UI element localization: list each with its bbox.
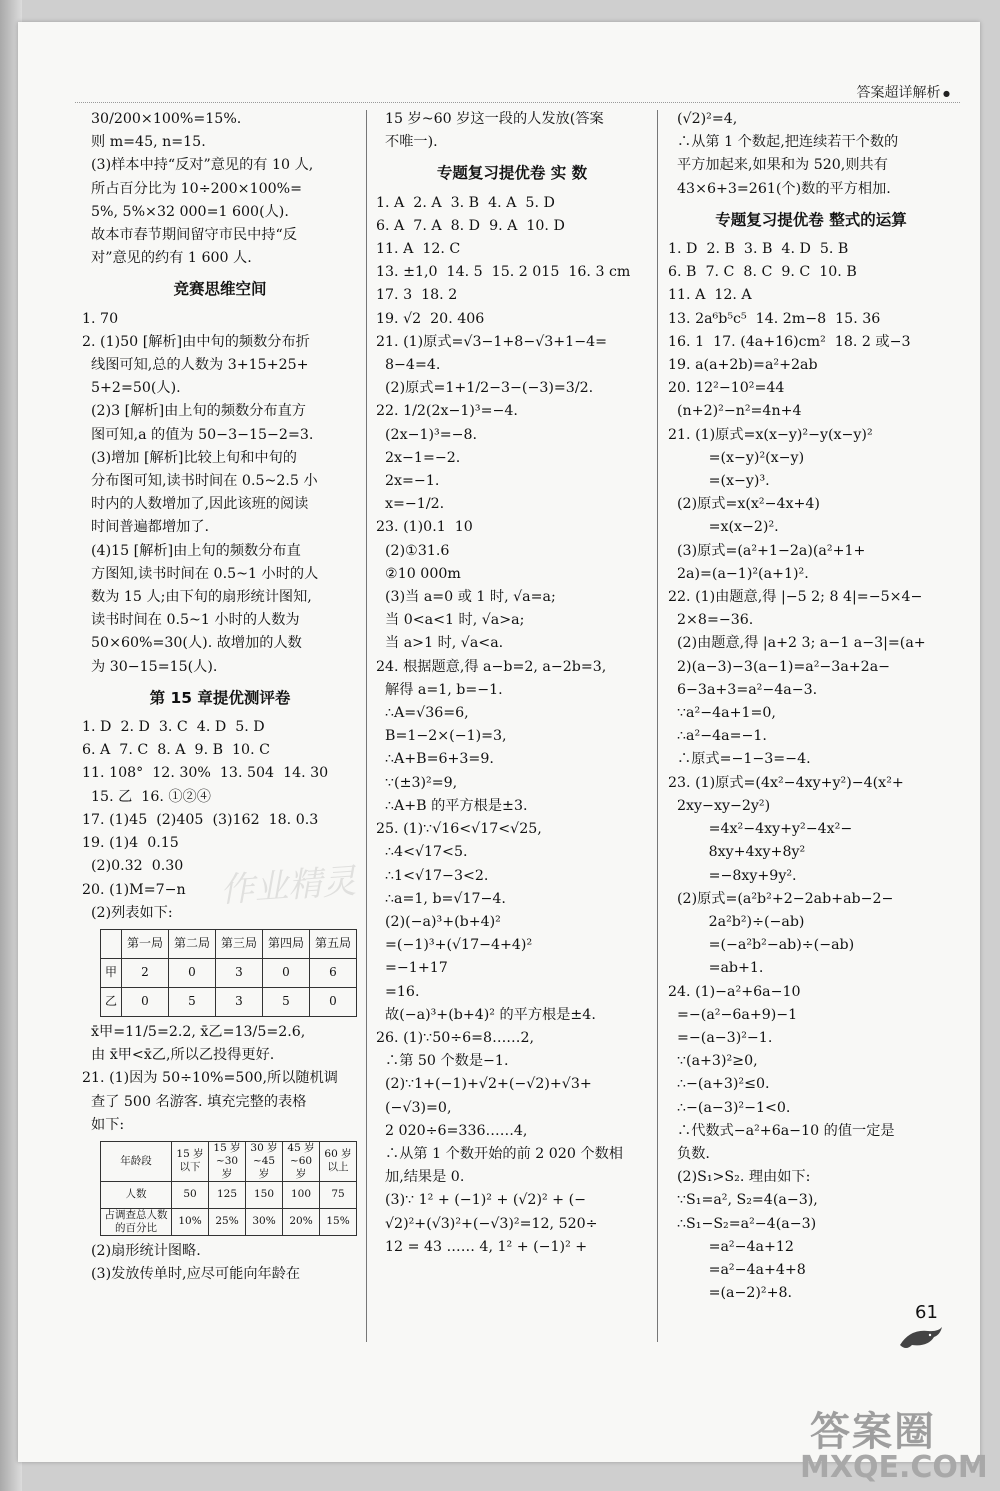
text-line: ∴从第 1 个数起,把连续若干个数的 <box>668 134 899 151</box>
text-line: 5%, 5%×32 000=1 600(人). <box>82 203 289 220</box>
table-cell: 乙 <box>101 987 122 1016</box>
text-line: ∴从第 1 个数开始的前 2 020 个数相 <box>376 1145 623 1162</box>
text-line: 时间普遍都增加了. <box>82 519 210 536</box>
text-line: 24. 根据题意,得 a−b=2, a−2b=3, <box>376 658 607 675</box>
text-line: 25. (1)∵√16<√17<√25, <box>376 821 542 838</box>
text-line: =4x²−4xy+y²−4x²− <box>668 821 853 838</box>
text-line: 6−3a+3=a²−4a−3. <box>668 681 818 698</box>
text-line: 时内的人数增加了,因此该班的阅读 <box>82 496 309 513</box>
column-middle-text <box>376 108 648 1259</box>
text-line: 21. (1)原式=x(x−y)²−y(x−y)² <box>668 426 873 443</box>
text-line: (3)增加 [解析]比较上旬和中旬的 <box>82 449 297 466</box>
text-line: 1. D 2. B 3. B 4. D 5. B <box>668 241 849 258</box>
text-line: 故(−a)³+(b+4)² 的平方根是±4. <box>376 1006 596 1023</box>
text-line: 数为 15 人;由下旬的扇形统计图知, <box>82 589 312 606</box>
text-line: (2)由题意,得 |a+2 3; a−1 a−3|=(a+ <box>668 635 926 652</box>
column-divider <box>366 110 367 1342</box>
text-line: 15. 乙 16. ①②④ <box>82 788 211 805</box>
text-line: ∴−(a+3)²≤0. <box>668 1076 770 1093</box>
text-line: (2)列表如下: <box>82 904 173 921</box>
text-line: 方图知,读书时间在 0.5~1 小时的人 <box>82 565 319 582</box>
text-line: 6. A 7. C 8. A 9. B 10. C <box>82 742 270 759</box>
table-cell: 2 <box>122 958 169 987</box>
text-line: ∴−(a−3)²−1<0. <box>668 1099 791 1116</box>
table-cell: 人数 <box>101 1181 172 1208</box>
text-line: ∴A+B=6+3=9. <box>376 751 494 768</box>
section-heading: 专题复习提优卷 整式的运算 <box>715 210 907 229</box>
text-line: 19. (1)4 0.15 <box>82 835 179 852</box>
text-line: 5+2=50(人). <box>82 380 181 397</box>
table-cell: 0 <box>169 958 216 987</box>
table-cell: 50 <box>172 1181 209 1208</box>
table-header-cell: 30 岁~45 岁 <box>246 1141 283 1181</box>
text-line: (2)0.32 0.30 <box>82 858 184 875</box>
text-line: ∵(a+3)²≥0, <box>668 1053 758 1070</box>
text-line: ∴a=1, b=√17−4. <box>376 890 506 907</box>
text-line: 不唯一). <box>376 134 438 151</box>
table-cell: 125 <box>209 1181 246 1208</box>
table-cell: 3 <box>216 987 263 1016</box>
text-line: 11. 108° 12. 30% 13. 504 14. 30 <box>82 765 329 782</box>
text-line: ∴A=√36=6, <box>376 705 469 722</box>
text-line: 19. √2 20. 406 <box>376 310 485 327</box>
text-line: ∴S₁−S₂=a²−4(a−3) <box>668 1215 817 1232</box>
text-line: 2x=−1. <box>376 473 440 490</box>
table-header-cell: 第三局 <box>216 929 263 958</box>
score-table <box>100 929 357 1017</box>
text-line: 6. B 7. C 8. C 9. C 10. B <box>668 264 857 281</box>
table-header-cell: 60 岁以上 <box>320 1141 357 1181</box>
text-line: =a²−4a+12 <box>668 1238 794 1255</box>
text-line: ∴A+B 的平方根是±3. <box>376 797 528 814</box>
text-line: ∴a²−4a=−1. <box>668 728 767 745</box>
dolphin-logo-icon <box>898 1325 944 1353</box>
text-line: (2)原式=(a²b²+2−2ab+ab−2− <box>668 890 894 907</box>
table-cell: 甲 <box>101 958 122 987</box>
table-cell: 0 <box>122 987 169 1016</box>
page-header <box>75 82 960 103</box>
text-line: 2xy−xy−2y²) <box>668 797 771 814</box>
page-number: 61 <box>915 1302 938 1323</box>
column-left <box>82 108 358 1286</box>
text-line: 线图可知,总的人数为 3+15+25+ <box>82 357 309 374</box>
text-line: =(a−2)²+8. <box>668 1285 793 1302</box>
table-header-cell <box>101 929 122 958</box>
text-line: x̄甲=11/5=2.2, x̄乙=13/5=2.6, <box>82 1023 306 1040</box>
text-line: ∴原式=−1−3=−4. <box>668 751 811 768</box>
text-line: (2)原式=x(x²−4x+4) <box>668 496 820 513</box>
text-line: 22. (1)由题意,得 |−5 2; 8 4|=−5×4− <box>668 589 923 606</box>
watermark-cn: 答案圈 <box>810 1409 936 1455</box>
text-line: 12 = 43 …… 4, 1² + (−1)² + <box>376 1238 588 1255</box>
text-line: 2×8=−36. <box>668 612 754 629</box>
table-header-cell: 第一局 <box>122 929 169 958</box>
text-line: 11. A 12. A <box>668 287 752 304</box>
table-cell: 10% <box>172 1208 209 1235</box>
text-line: ∴代数式−a²+6a−10 的值一定是 <box>668 1122 895 1139</box>
text-line: =−8xy+9y². <box>668 867 797 884</box>
table-cell: 5 <box>263 987 310 1016</box>
table-cell: 占调查总人数的百分比 <box>101 1208 172 1235</box>
table-cell: 15% <box>320 1208 357 1235</box>
text-line: 加,结果是 0. <box>376 1169 465 1186</box>
table-cell: 0 <box>310 987 357 1016</box>
text-line: 23. (1)原式=(4x²−4xy+y²)−4(x²+ <box>668 774 904 791</box>
column-left-text <box>82 108 358 925</box>
text-line: 2a)=(a−1)²(a+1)². <box>668 565 809 582</box>
text-line: ∴1<√17−3<2. <box>376 867 489 884</box>
text-line: (2x−1)³=−8. <box>376 426 478 443</box>
table-header-cell: 45 岁~60 岁 <box>283 1141 320 1181</box>
text-line: 20. 12²−10²=44 <box>668 380 785 397</box>
text-line: 分布图可知,读书时间在 0.5~2.5 小 <box>82 473 318 490</box>
text-line: 15 岁~60 岁这一段的人发放(答案 <box>376 111 604 127</box>
column-right-text <box>668 108 954 1305</box>
table-cell: 6 <box>310 958 357 987</box>
text-line: √2)²+(√3)²+(−√3)²=12, 520÷ <box>376 1215 598 1232</box>
text-line: (n+2)²−n²=4n+4 <box>668 403 802 420</box>
stamp-watermark: 作业精灵 <box>219 861 358 911</box>
text-line: (2)∵1+(−1)+√2+(−√2)+√3+ <box>376 1076 592 1093</box>
text-line: 1. A 2. A 3. B 4. A 5. D <box>376 194 555 211</box>
text-line: ∵a²−4a+1=0, <box>668 705 776 722</box>
column-divider <box>657 110 658 1342</box>
text-line: 当 0<a<1 时, √a>a; <box>376 612 525 629</box>
text-line: ∴第 50 个数是−1. <box>376 1053 509 1070</box>
section-heading: 专题复习提优卷 实 数 <box>436 164 588 183</box>
table-cell: 0 <box>263 958 310 987</box>
table-header-cell: 年龄段 <box>101 1141 172 1181</box>
text-line: 图可知,a 的值为 50−3−15−2=3. <box>82 426 314 443</box>
table-header-cell: 第二局 <box>169 929 216 958</box>
header-title: 答案超详解析 ● <box>856 82 950 102</box>
text-line: 23. (1)0.1 10 <box>376 519 473 536</box>
age-table <box>100 1141 357 1236</box>
text-line: (2)(−a)³+(b+4)² <box>376 913 501 930</box>
text-line: 19. a(a+2b)=a²+2ab <box>668 357 818 374</box>
text-line: 13. 2a⁶b⁵c⁵ 14. 2m−8 15. 36 <box>668 310 881 327</box>
text-line: 1. 70 <box>82 310 119 327</box>
section-heading: 第 15 章提优测评卷 <box>149 688 291 707</box>
text-line: (3)原式=(a²+1−2a)(a²+1+ <box>668 542 866 559</box>
table-header-cell: 第四局 <box>263 929 310 958</box>
text-line: ∴4<√17<5. <box>376 844 468 861</box>
text-line: (√2)²=4, <box>668 111 738 127</box>
text-line: 30/200×100%=15%. <box>82 111 242 127</box>
text-line: =−(a²−6a+9)−1 <box>668 1006 798 1023</box>
text-line: 21. (1)因为 50÷10%=500,所以随机调 <box>82 1070 338 1087</box>
text-line: 50×60%=30(人). 故增加的人数 <box>82 635 302 652</box>
text-line: B=1−2×(−1)=3, <box>376 728 507 745</box>
text-line: 解得 a=1, b=−1. <box>376 681 503 698</box>
text-line: 13. ±1,0 14. 5 15. 2 015 16. 3 cm <box>376 264 631 281</box>
text-line: 43×6+3=261(个)数的平方相加. <box>668 180 891 197</box>
column-right <box>668 108 954 1305</box>
table-cell: 30% <box>246 1208 283 1235</box>
text-line: ∵S₁=a², S₂=4(a−3), <box>668 1192 818 1209</box>
text-line: 2x−1=−2. <box>376 449 461 466</box>
text-line: 17. 3 18. 2 <box>376 287 458 304</box>
text-line: =(−a²b²−ab)÷(−ab) <box>668 937 855 954</box>
text-line: 由 x̄甲<x̄乙,所以乙投得更好. <box>82 1047 275 1064</box>
text-line: (2)原式=1+1/2−3−(−3)=3/2. <box>376 380 594 397</box>
text-line: =−1+17 <box>376 960 448 977</box>
text-line: =(x−y)²(x−y) <box>668 449 805 466</box>
table-header-cell: 15 岁~30 岁 <box>209 1141 246 1181</box>
text-line: 21. (1)原式=√3−1+8−√3+1−4= <box>376 333 607 350</box>
text-line: 16. 1 17. (4a+16)cm² 18. 2 或−3 <box>668 333 911 350</box>
text-line: 26. (1)∵50÷6=8……2, <box>376 1029 534 1046</box>
text-line: (2)S₁>S₂. 理由如下: <box>668 1169 811 1186</box>
text-line: 则 m=45, n=15. <box>82 134 206 151</box>
text-line: (3)当 a=0 或 1 时, √a=a; <box>376 589 556 606</box>
table-header-cell: 第五局 <box>310 929 357 958</box>
column-left-text-3 <box>82 1240 358 1286</box>
text-line: 如下: <box>82 1116 125 1133</box>
text-line: 当 a>1 时, √a<a. <box>376 635 504 652</box>
text-line: (3)样本中持“反对”意见的有 10 人, <box>82 157 314 174</box>
text-line: 2. (1)50 [解析]由中旬的频数分布折 <box>82 333 310 350</box>
text-line: =−(a−3)²−1. <box>668 1029 773 1046</box>
text-line: 22. 1/2(2x−1)³=−4. <box>376 403 518 420</box>
text-line: x=−1/2. <box>376 496 445 513</box>
table-cell: 5 <box>169 987 216 1016</box>
text-line: 故本市春节期间留守市民中持“反 <box>82 227 297 244</box>
text-line: 2)(a−3)−3(a−1)=a²−3a+2a− <box>668 658 891 675</box>
table-cell: 25% <box>209 1208 246 1235</box>
text-line: 负数. <box>668 1145 710 1162</box>
text-line: 20. (1)M=7−n <box>82 881 186 898</box>
table-cell: 150 <box>246 1181 283 1208</box>
text-line: =a²−4a+4+8 <box>668 1261 806 1278</box>
text-line: =(x−y)³. <box>668 473 770 490</box>
text-line: 为 30−15=15(人). <box>82 658 218 675</box>
text-line: (2)①31.6 <box>376 542 450 559</box>
table-cell: 100 <box>283 1181 320 1208</box>
text-line: 2 020÷6=336……4, <box>376 1122 528 1139</box>
text-line: (−√3)=0, <box>376 1099 452 1116</box>
text-line: (3)发放传单时,应尽可能向年龄在 <box>82 1266 301 1283</box>
text-line: (4)15 [解析]由上旬的频数分布直 <box>82 542 301 559</box>
text-line: 8xy+4xy+8y² <box>668 844 806 861</box>
text-line: 17. (1)45 (2)405 (3)162 18. 0.3 <box>82 811 319 828</box>
text-line: 平方加起来,如果和为 520,则共有 <box>668 157 888 174</box>
text-line: ②10 000m <box>376 565 461 582</box>
text-line: 对”意见的约有 1 600 人. <box>82 250 252 267</box>
text-line: 读书时间在 0.5~1 小时的人数为 <box>82 612 300 629</box>
text-line: (2)3 [解析]由上旬的频数分布直方 <box>82 403 306 420</box>
text-line: =ab+1. <box>668 960 764 977</box>
text-line: 11. A 12. C <box>376 241 461 258</box>
watermark-url: MXQE.COM <box>800 1450 988 1485</box>
text-line: 8−4=4. <box>376 357 441 374</box>
text-line: =16. <box>376 983 420 1000</box>
table-cell: 20% <box>283 1208 320 1235</box>
table-header-cell: 15 岁以下 <box>172 1141 209 1181</box>
text-line: 所占百分比为 10÷200×100%= <box>82 180 303 197</box>
table-cell: 75 <box>320 1181 357 1208</box>
text-line: 查了 500 名游客. 填充完整的表格 <box>82 1093 307 1110</box>
text-line: 24. (1)−a²+6a−10 <box>668 983 801 1000</box>
column-left-text-2 <box>82 1021 358 1137</box>
text-line: ∵(±3)²=9, <box>376 774 458 791</box>
column-middle <box>376 108 648 1259</box>
table-cell: 3 <box>216 958 263 987</box>
section-heading: 竞赛思维空间 <box>173 280 267 299</box>
text-line: =x(x−2)². <box>668 519 779 536</box>
text-line: (3)∵ 1² + (−1)² + (√2)² + (− <box>376 1192 587 1209</box>
text-line: =(−1)³+(√17−4+4)² <box>376 937 533 954</box>
text-line: 1. D 2. D 3. C 4. D 5. D <box>82 719 265 736</box>
text-line: 6. A 7. A 8. D 9. A 10. D <box>376 217 565 234</box>
text-line: (2)扇形统计图略. <box>82 1242 201 1259</box>
text-line: 2a²b²)÷(−ab) <box>668 913 805 930</box>
